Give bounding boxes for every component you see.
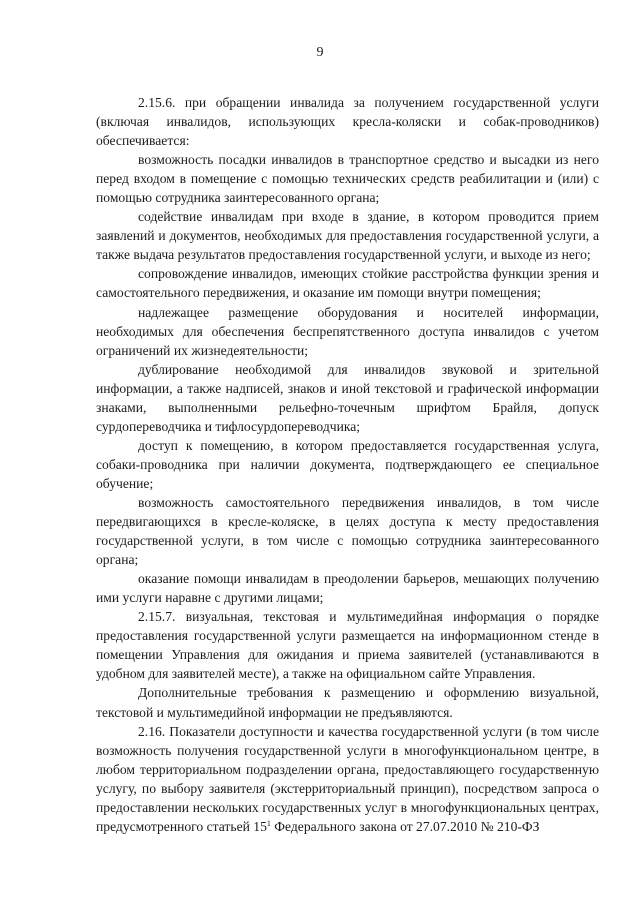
paragraph-escort-assistance: сопровождение инвалидов, имеющих стойкие расстройства функции зрения и самостоятельного передвижения, и оказание им помощи внутри помещения;: [96, 266, 599, 301]
document-body: [96, 93, 599, 836]
paragraph-building-entry-assistance: содействие инвалидам при входе в здание, в котором проводится прием заявлений и документов, необходимых для предоставления государственной услуги, а также выдача результатов предоставления государственной услуги, и выходе из него;: [96, 209, 599, 263]
paragraph-2-16: [96, 722, 599, 836]
paragraph-2-16-tail: Федерального закона от 27.07.2010 № 210-ФЗ: [270, 818, 540, 834]
paragraph-2-15-7: 2.15.7. визуальная, текстовая и мультимедийная информация о порядке предоставления государственной услуги размещается на информационном стенде в помещении Управления для ожидания и приема заявителей (устанавливаются в удобном для заявителей месте), а также на официальном сайте Управления.: [96, 609, 599, 682]
page-number: 9: [316, 45, 324, 60]
paragraph-vehicle-boarding: возможность посадки инвалидов в транспортное средство и высадки из него перед входом в помещение с помощью технических средств реабилитации и (или) с помощью сотрудника заинтересованного органа;: [96, 152, 599, 206]
article-superscript: 1: [266, 818, 271, 828]
paragraph-equipment-placement: надлежащее размещение оборудования и носителей информации, необходимых для обеспечения беспрепятственного доступа инвалидов с учетом ограничений их жизнедеятельности;: [96, 304, 599, 358]
paragraph-additional-requirements: Дополнительные требования к размещению и оформлению визуальной, текстовой и мультимедийной информации не предъявляются.: [96, 685, 599, 720]
paragraph-guide-dog-access: доступ к помещению, в котором предоставляется государственная услуга, собаки-проводника при наличии документа, подтверждающего ее специальное обучение;: [96, 437, 599, 491]
paragraph-information-duplication: дублирование необходимой для инвалидов звуковой и зрительной информации, а также надписей, знаков и иной текстовой и графической информации знаками, выполненными рельефно-точечным шрифтом Брайля, допуск сурдопереводчика и тифлосурдопереводчика;: [96, 361, 599, 434]
paragraph-independent-movement: возможность самостоятельного передвижения инвалидов, в том числе передвигающихся в кресле-коляске, в целях доступа к месту предоставления государственной услуги, в том числе с помощью сотрудника заинтересованного органа;: [96, 494, 599, 568]
paragraph-2-16-text: 2.16. Показатели доступности и качества государственной услуги (в том числе возможность получения государственной услуги в многофункциональном центре, в любом территориальном подразделении органа, предоставляющего государственную услугу, по выбору заявителя (экстерриториальный принцип), посредством запроса о предоставлении нескольких государственных услуг в многофункциональных центрах, предусмотренного статьей 15: [96, 723, 599, 834]
paragraph-barrier-assistance: оказание помощи инвалидам в преодолении барьеров, мешающих получению ими услуги наравне с другими лицами;: [96, 571, 599, 606]
paragraph-2-15-6: 2.15.6. при обращении инвалида за получением государственной услуги (включая инвалидов, использующих кресла-коляски и собак-проводников) обеспечивается:: [96, 95, 599, 149]
